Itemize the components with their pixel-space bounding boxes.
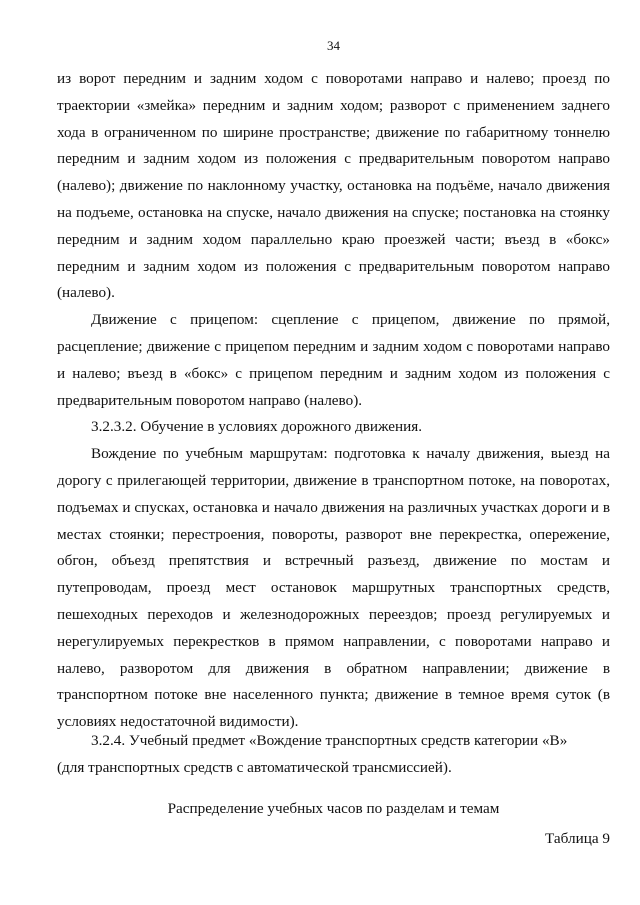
paragraph-trailer: Движение с прицепом: сцепление с прицепом, движение по прямой, расцепление; движение с прицепом передним и задним ходом с поворотами направо и налево; въезд в «бокс» с прицепом передним и задним ходом из положения с предварительным поворотом направо (налево).: [57, 311, 610, 409]
subsection-heading: 3.2.3.2. Обучение в условиях дорожного движения.: [91, 418, 423, 436]
table-label: Таблица 9: [545, 830, 610, 847]
distribution-title: Распределение учебных часов по разделам и темам: [167, 800, 500, 817]
page-number: 34: [327, 38, 340, 53]
paragraph-routes: Вождение по учебным маршрутам: подготовка к началу движения, выезд на дорогу с прилегающей территории, движение в транспортном потоке, на поворотах, подъемах и спусках, остановка и начало движения на различных участках дороги и в местах стоянки; перестроения, повороты, разворот вне перекрестка, опережение, обгон, объезд препятствия и встречный разъезд, движение по мостам и путепроводам, проезд мест остановок маршрутных транспортных средств, пешеходных переходов и железнодорожных переездов; проезд регулируемых и нерегулируемых перекрестков в прямом направлении, с поворотами направо и налево, разворотом для движения в обратном направлении; движение в транспортном потоке вне населенного пункта; движение в темное время суток (в условиях недостаточной видимости).: [57, 445, 610, 731]
section-title-line1: 3.2.4. Учебный предмет «Вождение транспортных средств категории «В»: [91, 732, 568, 749]
section-title-line2: (для транспортных средств с автоматической трансмиссией).: [57, 758, 452, 776]
section-heading: [57, 728, 610, 782]
document-page: [57, 0, 610, 905]
paragraph-maneuvers: из ворот передним и задним ходом с поворотами направо и налево; проезд по траектории «змейка» передним и задним ходом; разворот с применением заднего хода в ограниченном по ширине пространстве; движение по габаритному тоннелю передним и задним ходом из положения с предварительным поворотом направо (налево); движение по наклонному участку, остановка на подъёме, начало движения на подъеме, остановка на спуске, начало движения на спуске; постановка на стоянку передним и задним ходом параллельно краю проезжей части; въезд в «бокс» передним и задним ходом из положения с предварительным поворотом направо (налево).: [57, 70, 610, 302]
body-text: [57, 66, 610, 736]
